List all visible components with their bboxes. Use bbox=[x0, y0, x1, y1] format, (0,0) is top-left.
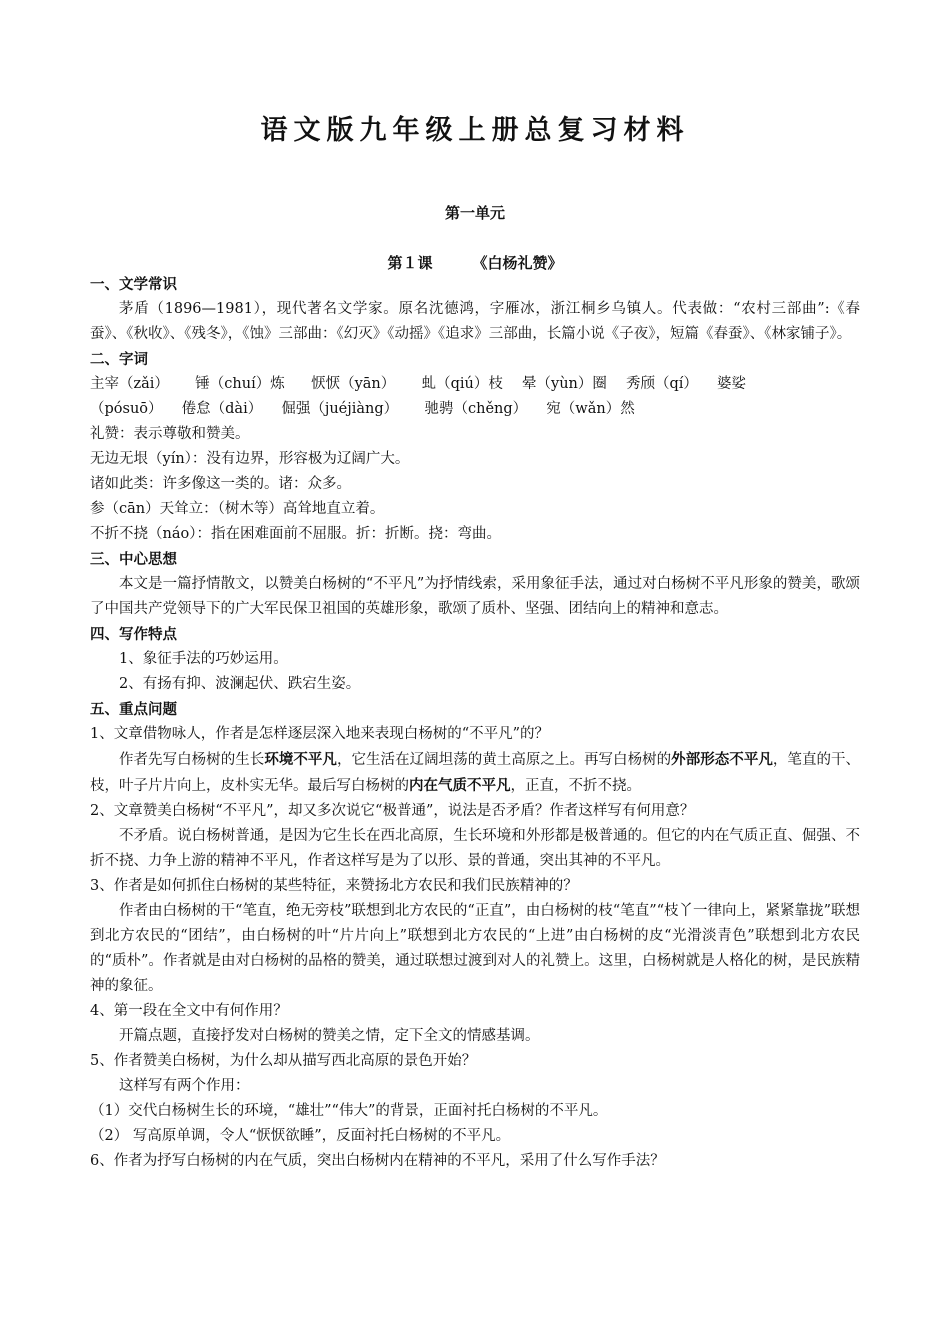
answer-text: 作者先写白杨树的生长 bbox=[119, 752, 265, 768]
vocab-word: 虬（qiú）枝 bbox=[421, 376, 503, 392]
literature-paragraph: 茅盾（1896—1981），现代著名文学家。原名沈德鸿，字雁冰，浙江桐乡乌镇人。代表做：“农村三部曲”:《春蚕》、《秋收》、《残冬》，《蚀》三部曲：《幻灭》《动摇》《追求》三部曲，长篇小说《子夜》，短篇《春蚕》、《林家铺子》。 bbox=[90, 301, 860, 342]
answer-3: 作者由白杨树的干“笔直，绝无旁枝”联想到北方农民的“正直”，由白杨树的枝“笔直”“枝丫一律向上，紧紧靠拢”联想到北方农民的“团结”，由白杨树的叶“片片向上”联想到北方农民的“上进”由白杨树的皮“光滑淡青色”联想到北方农民的“质朴”。作者就是由对白杨树的品格的赞美，通过联想过渡到对人的礼赞上。这里，白杨树就是人格化的树，是民族精神的象征。 bbox=[90, 903, 860, 994]
answer-1 bbox=[90, 747, 860, 799]
vocab-word: 秀颀（qí） bbox=[625, 376, 698, 392]
section-heading-literature: 一、文学常识 bbox=[90, 276, 177, 293]
vocabulary-list bbox=[90, 372, 860, 422]
lesson-number: 第１课 bbox=[387, 254, 433, 272]
answer-emphasis: 环境不平凡 bbox=[264, 751, 337, 768]
vocab-word: 恹恹（yān） bbox=[311, 376, 396, 392]
vocab-definition: 不折不挠（náo）：指在困难面前不屈服。折：折断。挠：弯曲。 bbox=[90, 526, 501, 542]
vocab-word: 倦怠（dài） bbox=[181, 401, 263, 417]
vocab-word: 倔强（juéjiàng） bbox=[281, 401, 399, 417]
vocab-word: 晕（yùn）圈 bbox=[522, 376, 607, 392]
vocab-definition: 无边无垠（yín）：没有边界，形容极为辽阔广大。 bbox=[90, 451, 410, 467]
answer-4: 开篇点题，直接抒发对白杨树的赞美之情，定下全文的情感基调。 bbox=[119, 1028, 540, 1044]
question-2: 2、文章赞美白杨树“不平凡”，却又多次说它“极普通”，说法是否矛盾？作者这样写有何用意？ bbox=[90, 803, 695, 819]
main-idea-paragraph: 本文是一篇抒情散文，以赞美白杨树的“不平凡”为抒情线索，采用象征手法，通过对白杨树不平凡形象的赞美，歌颂了中国共产党领导下的广大军民保卫祖国的英雄形象，歌颂了质朴、坚强、团结向上的精神和意志。 bbox=[90, 576, 860, 617]
vocab-word: 婆娑 bbox=[717, 376, 747, 392]
lesson-heading bbox=[0, 252, 950, 273]
question-1: 1、文章借物咏人，作者是怎样逐层深入地来表现白杨树的“不平凡”的？ bbox=[90, 726, 550, 742]
question-5: 5、作者赞美白杨树，为什么却从描写西北高原的景色开始？ bbox=[90, 1053, 477, 1069]
answer-5-point-2: （2） 写高原单调，令人“恹恹欲睡”，反面衬托白杨树的不平凡。 bbox=[90, 1128, 511, 1144]
answer-emphasis: 内在气质不平凡 bbox=[409, 777, 511, 794]
section-heading-vocabulary: 二、字词 bbox=[90, 351, 148, 368]
answer-2: 不矛盾。说白杨树普通，是因为它生长在西北高原，生长环境和外形都是极普通的。但它的内在气质正直、倔强、不折不挠、力争上游的精神不平凡，作者这样写是为了以形、景的普通，突出其神的不平凡。 bbox=[90, 828, 860, 869]
writing-feature-item: 1、象征手法的巧妙运用。 bbox=[119, 651, 288, 667]
answer-text: ，它生活在辽阔坦荡的黄土高原之上。再写白杨树的 bbox=[336, 752, 672, 768]
vocab-definition: 诸如此类：许多像这一类的。诸：众多。 bbox=[90, 476, 351, 492]
document-title: 语文版九年级上册总复习材料 bbox=[260, 115, 690, 146]
answer-text: ，正直，不折不挠。 bbox=[510, 778, 641, 794]
writing-feature-item: 2、有扬有抑、波澜起伏、跌宕生姿。 bbox=[119, 676, 361, 692]
answer-text: ，笔直的干、枝，叶子片片向上，皮朴实无华。最后写白杨树的 bbox=[90, 752, 861, 794]
unit-heading: 第一单元 bbox=[444, 204, 505, 222]
lesson-name: 《白杨礼赞》 bbox=[472, 254, 563, 272]
question-6: 6、作者为抒写白杨树的内在气质，突出白杨树内在精神的不平凡，采用了什么写作手法？ bbox=[90, 1153, 665, 1169]
vocab-word: 主宰（zǎi） bbox=[90, 376, 169, 392]
vocab-definition: 参（cān）天耸立：（树木等）高耸地直立着。 bbox=[90, 501, 385, 517]
answer-5-intro: 这样写有两个作用： bbox=[119, 1078, 250, 1094]
vocab-word: 锤（chuí）炼 bbox=[195, 376, 285, 392]
answer-emphasis: 外部形态不平凡 bbox=[671, 751, 773, 768]
section-heading-main-idea: 三、中心思想 bbox=[90, 551, 177, 568]
section-heading-writing-features: 四、写作特点 bbox=[90, 626, 177, 643]
question-4: 4、第一段在全文中有何作用？ bbox=[90, 1003, 288, 1019]
vocab-word: 宛（wǎn）然 bbox=[546, 401, 635, 417]
answer-5-point-1: （1）交代白杨树生长的环境，“雄壮”“伟大”的背景，正面衬托白杨树的不平凡。 bbox=[90, 1103, 608, 1119]
section-heading-key-questions: 五、重点问题 bbox=[90, 701, 177, 718]
question-3: 3、作者是如何抓住白杨树的某些特征，来赞扬北方农民和我们民族精神的？ bbox=[90, 878, 578, 894]
vocab-word: （pósuō） bbox=[90, 401, 163, 417]
vocab-word: 驰骋（chěng） bbox=[424, 401, 528, 417]
document-body bbox=[90, 272, 860, 1174]
vocab-definition: 礼赞：表示尊敬和赞美。 bbox=[90, 426, 250, 442]
